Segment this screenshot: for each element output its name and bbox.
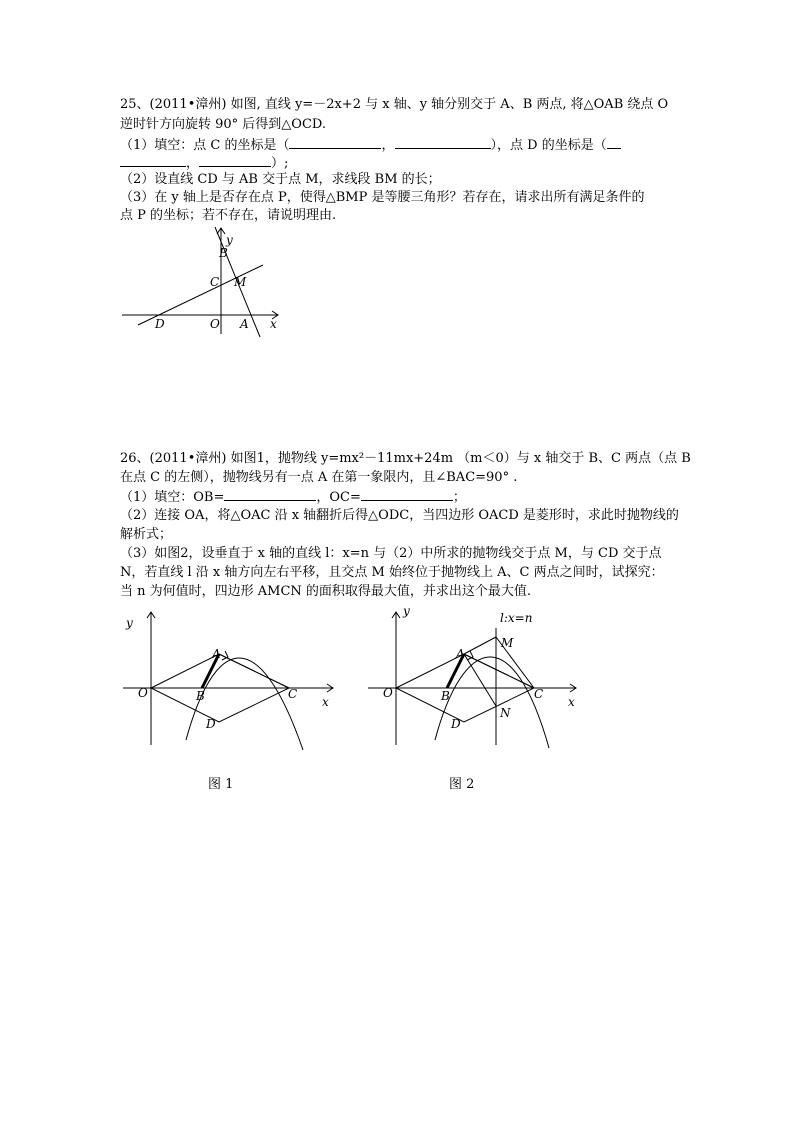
label-C: C (210, 275, 220, 289)
label-O: O (210, 317, 220, 331)
answer-blank[interactable] (361, 488, 453, 501)
answer-blank[interactable] (395, 136, 491, 149)
label-A: A (456, 647, 465, 661)
p25-q1-line1 (120, 136, 621, 154)
label-l: l:x=n (500, 611, 533, 625)
label-B: B (219, 246, 228, 260)
p25-figure (118, 222, 288, 340)
p26-line2: 在点 C 的左侧），抛物线另有一点 A 在第一象限内，且∠BAC=90° . (120, 470, 518, 485)
answer-blank[interactable] (607, 136, 621, 149)
p25-q3-line2: 点 P 的坐标；若不存在，请说明理由. (120, 208, 337, 223)
p25-q1-text-b: ， (381, 138, 395, 153)
p26-figure1 (118, 600, 338, 750)
p25-q3-line1: （3）在 y 轴上是否存在点 P，使得△BMP 是等腰三角形？若存在，请求出所有满足条件的 (120, 190, 645, 205)
p26-q3-line2: N，若直线 l 沿 x 轴方向左右平移，且交点 M 始终位于抛物线上 A、C 两点之间时，试探究： (120, 565, 664, 580)
label-y: y (126, 616, 133, 630)
p26-q3-line1: （3）如图2，设垂直于 x 轴的直线 l：x=n 与（2）中所求的抛物线交于点 M，与 CD 交于点 (120, 546, 662, 561)
p26-q1-text-a: （1）填空：OB= (120, 490, 225, 505)
label-B: B (196, 689, 205, 703)
p25-line1: 25、(2011•漳州) 如图, 直线 y=－2x+2 与 x 轴、y 轴分别交于 A、B 两点, 将△OAB 绕点 O (120, 97, 669, 112)
label-D: D (451, 717, 461, 731)
p25-q1-text-e: ）; (271, 156, 289, 171)
label-y: y (403, 604, 410, 618)
label-A: A (212, 647, 221, 661)
p26-q1-text-c: ； (452, 490, 466, 505)
line-cd (138, 265, 263, 325)
label-B: B (441, 689, 450, 703)
figure1-caption: 图 1 (208, 777, 234, 792)
label-D: D (206, 717, 216, 731)
label-C: C (288, 687, 298, 701)
answer-blank[interactable] (120, 154, 186, 167)
p25-q1-line2 (120, 154, 288, 172)
label-N: N (500, 706, 511, 720)
p26-q1 (120, 488, 466, 506)
label-y: y (226, 233, 233, 247)
p26-q2-line1: （2）连接 OA，将△OAC 沿 x 轴翻折后得△ODC，当四边形 OACD 是菱形时，求此时抛物线的 (120, 508, 679, 523)
parabola (186, 658, 303, 750)
label-x: x (322, 695, 329, 709)
label-x: x (270, 317, 277, 331)
p26-q2-line2: 解析式； (120, 527, 173, 542)
segment-ac (219, 654, 289, 688)
label-M: M (501, 636, 514, 650)
label-A: A (240, 317, 249, 331)
answer-blank[interactable] (289, 136, 381, 149)
p26-q1-text-b: ，OC= (316, 490, 361, 505)
label-D: D (155, 317, 165, 331)
answer-blank[interactable] (224, 488, 316, 501)
p25-q2: （2）设直线 CD 与 AB 交于点 M，求线段 BM 的长； (120, 172, 441, 187)
label-O: O (138, 686, 148, 700)
p25-q1-text-a: （1）填空：点 C 的坐标是（ (120, 138, 290, 153)
p26-line1: 26、(2011•漳州) 如图1，抛物线 y=mx²－11mx+24m （m＜0）与 x 轴交于 B、C 两点（点 B (120, 451, 691, 466)
p25-q1-text-c: ），点 D 的坐标是（ (490, 138, 607, 153)
figure2-caption: 图 2 (449, 777, 475, 792)
label-x: x (568, 695, 575, 709)
answer-blank[interactable] (199, 154, 271, 167)
p25-q1-text-d: ， (186, 156, 200, 171)
label-O: O (383, 686, 393, 700)
p26-figure2 (363, 600, 585, 750)
p26-q3-line3: 当 n 为何值时，四边形 AMCN 的面积取得最大值，并求出这个最大值. (120, 584, 532, 599)
p25-line2: 逆时针方向旋转 90° 后得到△OCD. (120, 117, 327, 132)
parabola (435, 657, 549, 748)
label-M: M (234, 275, 247, 289)
segment-am (464, 637, 496, 654)
label-C: C (534, 687, 544, 701)
